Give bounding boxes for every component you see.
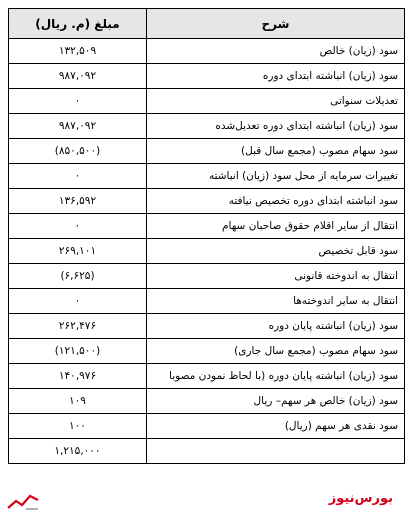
row-amount: ۱۰۹ bbox=[9, 389, 147, 414]
row-amount: ۱,۲۱۵,۰۰۰ bbox=[9, 439, 147, 464]
header-amount: مبلغ (م. ریال) bbox=[9, 9, 147, 39]
row-description: سود انباشته ابتدای دوره تخصیص نیافته bbox=[147, 189, 405, 214]
row-amount: (۱۲۱,۵۰۰) bbox=[9, 339, 147, 364]
row-amount: (۶,۶۲۵) bbox=[9, 264, 147, 289]
table-row bbox=[9, 389, 405, 414]
row-description: سود (زیان) انباشته ابتدای دوره تعدیل‌شده bbox=[147, 114, 405, 139]
table-row bbox=[9, 289, 405, 314]
row-description: سود نقدی هر سهم (ریال) bbox=[147, 414, 405, 439]
table-row bbox=[9, 439, 405, 464]
header-description: شرح bbox=[147, 9, 405, 39]
row-amount: ۰ bbox=[9, 164, 147, 189]
table-row bbox=[9, 189, 405, 214]
table-row bbox=[9, 314, 405, 339]
row-amount: ۰ bbox=[9, 214, 147, 239]
row-description: انتقال از سایر اقلام حقوق صاحبان سهام bbox=[147, 214, 405, 239]
table-row bbox=[9, 364, 405, 389]
row-amount: ۲۶۲,۴۷۶ bbox=[9, 314, 147, 339]
brand-watermark: بورس‌نیوز bbox=[328, 491, 393, 506]
table-row bbox=[9, 414, 405, 439]
bourse-news-logo-icon bbox=[6, 492, 40, 512]
row-amount: ۹۸۷,۰۹۲ bbox=[9, 64, 147, 89]
row-description: سود (زیان) خالص هر سهم– ریال bbox=[147, 389, 405, 414]
table-row bbox=[9, 164, 405, 189]
row-description: سود (زیان) خالص bbox=[147, 39, 405, 64]
table-row bbox=[9, 39, 405, 64]
row-description: سود سهام مصوب (مجمع سال قبل) bbox=[147, 139, 405, 164]
row-description: انتقال به اندوخته قانونی bbox=[147, 264, 405, 289]
row-description: تغییرات سرمایه از محل سود (زیان) انباشته bbox=[147, 164, 405, 189]
row-amount: ۰ bbox=[9, 289, 147, 314]
row-amount: ۱۳۲,۵۰۹ bbox=[9, 39, 147, 64]
row-description: انتقال به سایر اندوخته‌ها bbox=[147, 289, 405, 314]
row-description: سود (زیان) انباشته پایان دوره bbox=[147, 314, 405, 339]
table-body bbox=[9, 39, 405, 464]
row-description: سود قابل تخصیص bbox=[147, 239, 405, 264]
row-description: تعدیلات سنواتی bbox=[147, 89, 405, 114]
row-description bbox=[147, 439, 405, 464]
profit-distribution-table bbox=[8, 8, 405, 464]
table-row bbox=[9, 89, 405, 114]
row-description: سود (زیان) انباشته پایان دوره (با لحاظ نمودن مصوبا bbox=[147, 364, 405, 389]
row-amount: ۱۰۰ bbox=[9, 414, 147, 439]
row-amount: ۰ bbox=[9, 89, 147, 114]
row-description: سود (زیان) انباشته ابتدای دوره bbox=[147, 64, 405, 89]
row-amount: ۲۶۹,۱۰۱ bbox=[9, 239, 147, 264]
row-description: سود سهام مصوب (مجمع سال جاری) bbox=[147, 339, 405, 364]
row-amount: (۸۵۰,۵۰۰) bbox=[9, 139, 147, 164]
row-amount: ۹۸۷,۰۹۲ bbox=[9, 114, 147, 139]
table-row bbox=[9, 339, 405, 364]
footer bbox=[0, 488, 411, 518]
row-amount: ۱۳۶,۵۹۲ bbox=[9, 189, 147, 214]
table-row bbox=[9, 64, 405, 89]
table-row bbox=[9, 239, 405, 264]
row-amount: ۱۴۰,۹۷۶ bbox=[9, 364, 147, 389]
table-row bbox=[9, 264, 405, 289]
table-row bbox=[9, 114, 405, 139]
table-row bbox=[9, 139, 405, 164]
table-row bbox=[9, 214, 405, 239]
table-header-row bbox=[9, 9, 405, 39]
